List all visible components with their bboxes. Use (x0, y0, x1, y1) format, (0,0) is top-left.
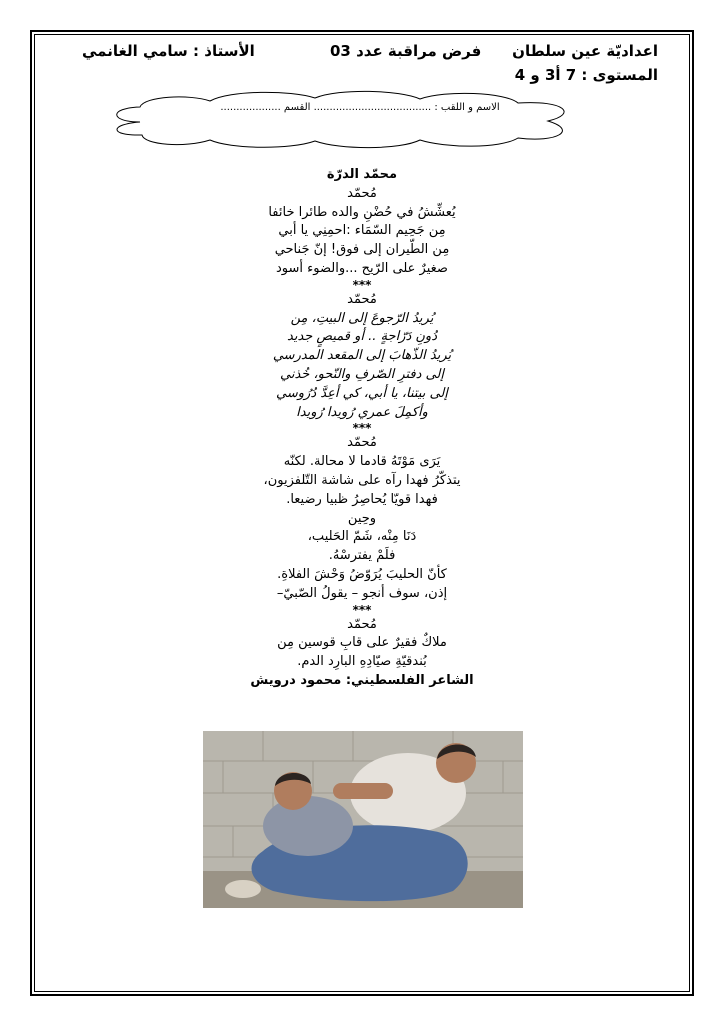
poem-line: يتذكّرُ فهدا رآه على شاشة التّلفزيون، (263, 472, 461, 488)
poem-line: إلى بيتنا، يا أبي، كي أعِدَّ دُرُوسي (276, 385, 448, 401)
class-level: المستوى : 7 أ3 و 4 (514, 66, 658, 84)
poem-line: يَرَى مَوْتَهُ قادما لا محالة. لكنّه (283, 454, 441, 470)
poem-line: إذن، سوف أنجو – يقولُ الصّبيّ– (276, 585, 448, 601)
poem (0, 166, 724, 691)
photo-boy-shirt (263, 796, 353, 856)
poem-line: إلى دفترِ الصّرفِ والنّحو، خُذني (280, 366, 444, 382)
photo-shoe (225, 880, 261, 898)
poem-line: مُحمّد (347, 185, 377, 201)
poem-line: وحِين (347, 510, 377, 526)
poem-line: يُعشِّشُ في حُضْنِ والده طائرا خائفا (268, 204, 456, 220)
stanza-separator: *** (352, 421, 372, 436)
student-name-class-field[interactable]: الاسم و اللقب : ..................................... القسم ................... (220, 102, 500, 113)
poem-line: مُحمّد (347, 291, 377, 307)
poem-author: الشاعر الفلسطيني: محمود درويش (250, 672, 474, 688)
exam-title: فرض مراقبة عدد 03 (330, 42, 482, 60)
poem-line: مُحمّد (347, 435, 377, 451)
poem-line: مُحمّد (347, 616, 377, 632)
stanza-separator: *** (352, 277, 372, 292)
poem-line: ملاكٌ فقيرٌ على قابِ قوسين مِن (277, 635, 447, 651)
poem-title: محمّد الدرّة (326, 167, 398, 182)
poem-line: مِن جَحِيم السّمَاء :احمِنِي يا أبي (278, 223, 446, 239)
photo-man-arm (333, 783, 393, 799)
stanza-separator: *** (352, 602, 372, 617)
poem-line: دُونِ دَرّاجةٍ .. أو قميصٍ جديد (287, 329, 437, 345)
teacher-name: الأستاذ : سامي الغانمي (82, 42, 255, 60)
poem-line: وأكمِلَ عمري رُويدا رُويدا (296, 404, 428, 420)
school-name: اعداديّة عين سلطان (512, 42, 658, 60)
poem-line: يُريدُ الرّجوعَ إلى البيتِ، مِن (290, 310, 434, 326)
poem-line: مِن الطّيران إلى فوق! إنّ جَناحي (274, 242, 450, 258)
poem-line: صغيرٌ على الرّيح ...والضوء أسود (276, 260, 448, 276)
poem-line: فلَمْ يفترسْهُ. (328, 548, 396, 564)
poem-line: بُندقيّةِ صيّادِهِ البارِد الدم. (297, 654, 427, 670)
student-info-cloud (100, 88, 582, 150)
news-photo (203, 731, 523, 908)
poem-line: دَنَا مِنْه، شَمّ الحَليب، (307, 529, 417, 545)
poem-line: فهدا قويّا يُحاصِرُ ظبيا رضيعا. (286, 491, 438, 507)
poem-line: كأنّ الحليبَ يُرَوّضُ وَحْشَ الفلاةِ. (277, 566, 447, 582)
poem-line: يُريدُ الذّهابَ إلى المقعد المدرسي (272, 348, 452, 364)
